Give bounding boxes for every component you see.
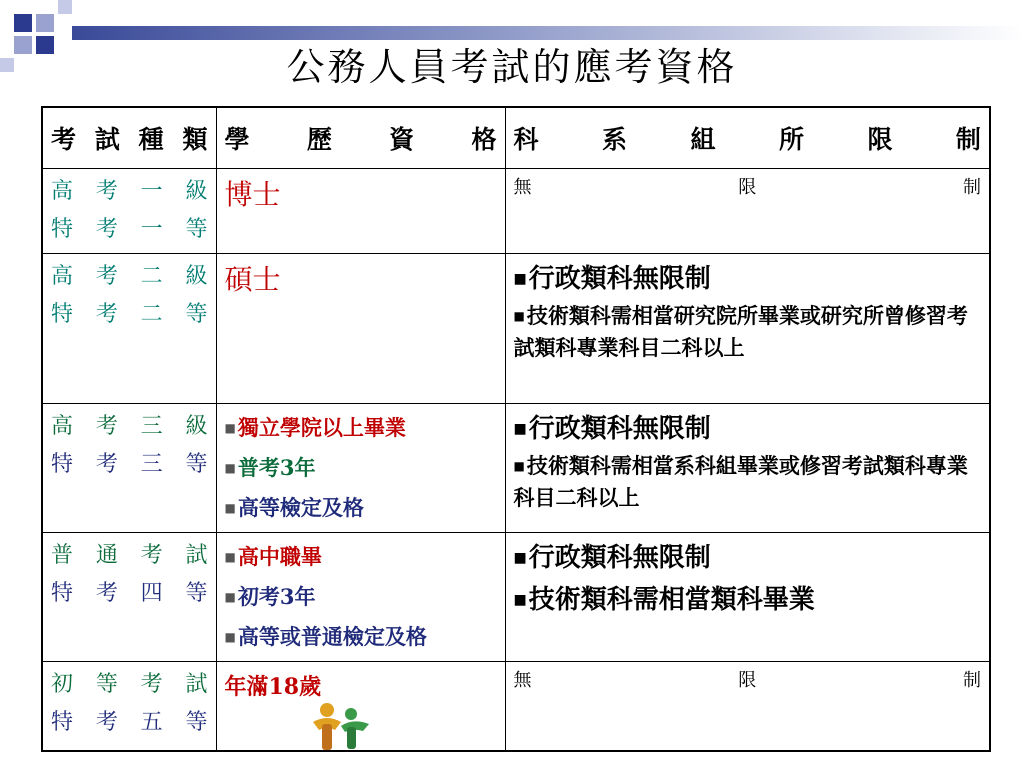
char: 特	[51, 581, 74, 606]
table-row	[42, 254, 990, 404]
square-bullet-icon: ■	[513, 459, 525, 473]
char: 無	[513, 177, 532, 198]
header-exam-type	[42, 107, 216, 169]
qualification-table	[41, 106, 991, 752]
char: 歷	[306, 125, 332, 154]
char: 考	[95, 217, 118, 242]
char: 特	[51, 217, 74, 242]
table-header-row	[42, 107, 990, 169]
restriction-cell	[505, 404, 990, 533]
char: 考	[95, 452, 118, 477]
char: 試	[94, 125, 120, 154]
restriction-item: 行政類科無限制	[528, 543, 711, 573]
square-bullet-icon: ■	[513, 309, 525, 323]
table-row	[42, 662, 990, 752]
qualification-item: 初考3年	[237, 584, 316, 609]
char: 二	[140, 264, 163, 289]
restriction-item: 技術類科需相當系科組畢業或修習考試類科專業科目二科以上	[513, 453, 968, 510]
qualification-item: 高中職畢	[237, 544, 322, 569]
char: 三	[140, 452, 163, 477]
header-restriction	[505, 107, 990, 169]
char: 初	[51, 672, 74, 697]
exam-cell	[42, 533, 216, 662]
char: 考	[51, 125, 77, 154]
char: 制	[955, 125, 981, 154]
char: 等	[185, 217, 208, 242]
restriction-item: 技術類科需相當研究院所畢業或研究所曾修習考試類科專業科目二科以上	[513, 303, 968, 360]
header-qualification	[216, 107, 505, 169]
square-bullet-icon: ■	[224, 461, 236, 475]
char: 考	[95, 710, 118, 735]
qualification-item: 高等檢定及格	[237, 495, 364, 520]
char: 通	[95, 543, 118, 568]
square-bullet-icon: ■	[513, 271, 527, 287]
char: 科	[513, 125, 539, 154]
qualification-cell	[216, 404, 505, 533]
char: 無	[513, 670, 532, 691]
char: 制	[963, 177, 981, 198]
char: 考	[140, 672, 163, 697]
char: 特	[51, 710, 74, 735]
exam-cell	[42, 404, 216, 533]
square-bullet-icon: ■	[513, 592, 527, 608]
restriction-item: 行政類科無限制	[528, 264, 711, 294]
page-title: 公務人員考試的應考資格	[286, 45, 738, 89]
char: 等	[95, 672, 118, 697]
char: 三	[140, 414, 163, 439]
char: 學	[224, 125, 250, 154]
char: 等	[185, 581, 208, 606]
char: 四	[140, 581, 163, 606]
char: 資	[389, 125, 415, 154]
restriction-cell	[505, 169, 990, 254]
qualification-item: 普考3年	[237, 455, 316, 480]
qualification-cell	[216, 533, 505, 662]
table-row	[42, 404, 990, 533]
char: 一	[140, 179, 163, 204]
square-bullet-icon: ■	[224, 501, 236, 515]
char: 類	[182, 125, 208, 154]
restriction-cell	[505, 662, 990, 752]
square-bullet-icon: ■	[224, 421, 236, 435]
mascot-logo-icon	[305, 700, 375, 752]
char: 限	[738, 670, 757, 691]
square-bullet-icon: ■	[224, 630, 236, 644]
char: 級	[185, 414, 208, 439]
char: 高	[51, 264, 74, 289]
square-bullet-icon: ■	[224, 590, 236, 604]
restriction-cell	[505, 254, 990, 404]
char: 等	[185, 302, 208, 327]
exam-cell	[42, 662, 216, 752]
char: 級	[185, 179, 208, 204]
char: 制	[963, 670, 981, 691]
char: 級	[185, 264, 208, 289]
qualification-cell: 博士	[216, 169, 505, 254]
restriction-item: 行政類科無限制	[528, 414, 711, 444]
table-row	[42, 169, 990, 254]
qualification-item: 高等或普通檢定及格	[237, 624, 427, 649]
exam-cell	[42, 169, 216, 254]
restriction-item: 技術類科需相當類科畢業	[528, 585, 815, 615]
char: 考	[95, 179, 118, 204]
char: 種	[138, 125, 164, 154]
char: 特	[51, 452, 74, 477]
char: 考	[95, 302, 118, 327]
square-bullet-icon: ■	[224, 550, 236, 564]
exam-cell	[42, 254, 216, 404]
char: 高	[51, 179, 74, 204]
char: 二	[140, 302, 163, 327]
char: 等	[185, 452, 208, 477]
char: 高	[51, 414, 74, 439]
square-bullet-icon: ■	[513, 421, 527, 437]
char: 限	[867, 125, 893, 154]
char: 五	[140, 710, 163, 735]
char: 格	[471, 125, 497, 154]
char: 試	[185, 543, 208, 568]
char: 限	[738, 177, 757, 198]
char: 一	[140, 217, 163, 242]
qualification-cell: 年滿18歲	[216, 662, 505, 752]
char: 特	[51, 302, 74, 327]
square-bullet-icon: ■	[513, 550, 527, 566]
char: 組	[690, 125, 716, 154]
table-row	[42, 533, 990, 662]
qualification-cell: 碩士	[216, 254, 505, 404]
qualification-item: 獨立學院以上畢業	[237, 415, 406, 440]
char: 考	[140, 543, 163, 568]
char: 試	[185, 672, 208, 697]
char: 系	[601, 125, 627, 154]
char: 考	[95, 414, 118, 439]
char: 考	[95, 264, 118, 289]
char: 等	[185, 710, 208, 735]
char: 考	[95, 581, 118, 606]
restriction-cell	[505, 533, 990, 662]
char: 普	[51, 543, 74, 568]
char: 所	[778, 125, 804, 154]
